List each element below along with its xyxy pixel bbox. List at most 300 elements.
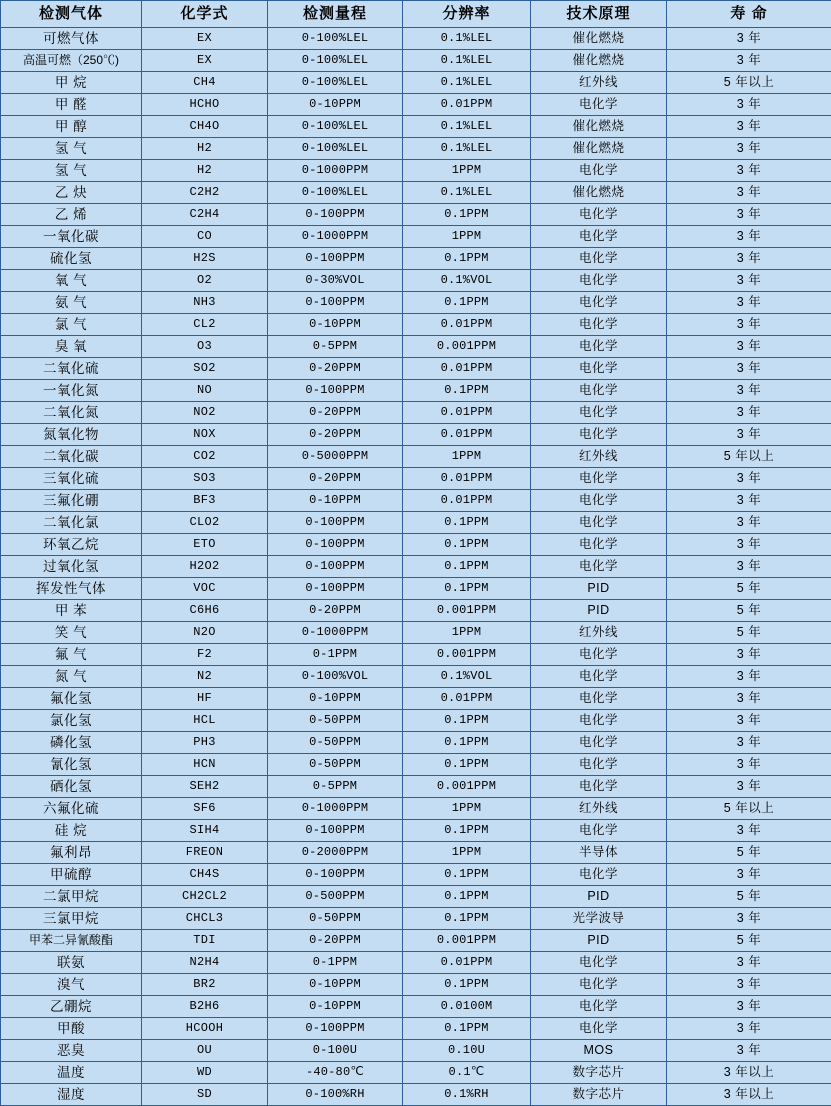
cell-gas-name: 环氧乙烷 [1, 534, 142, 556]
cell-gas-name: 磷化氢 [1, 732, 142, 754]
table-row [1, 1062, 831, 1084]
cell-technology: 电化学 [531, 292, 667, 314]
cell-resolution: 0.1PPM [403, 908, 531, 930]
cell-formula: VOC [142, 578, 268, 600]
cell-gas-name: 三氧化硫 [1, 468, 142, 490]
cell-formula: FREON [142, 842, 268, 864]
cell-formula: EX [142, 50, 268, 72]
cell-lifetime: 3 年 [667, 996, 831, 1018]
cell-technology: 电化学 [531, 512, 667, 534]
cell-lifetime: 3 年以上 [667, 1084, 831, 1106]
cell-formula: BR2 [142, 974, 268, 996]
cell-formula: C6H6 [142, 600, 268, 622]
cell-range: 0-100%LEL [268, 116, 403, 138]
cell-resolution: 0.001PPM [403, 776, 531, 798]
cell-gas-name: 笑 气 [1, 622, 142, 644]
table-row [1, 336, 831, 358]
table-row [1, 512, 831, 534]
cell-technology: 催化燃烧 [531, 50, 667, 72]
cell-lifetime: 5 年 [667, 622, 831, 644]
cell-lifetime: 3 年 [667, 358, 831, 380]
cell-lifetime: 3 年 [667, 248, 831, 270]
table-row [1, 160, 831, 182]
table-row [1, 952, 831, 974]
cell-gas-name: 氯化氢 [1, 710, 142, 732]
cell-gas-name: 氰化氢 [1, 754, 142, 776]
cell-formula: H2O2 [142, 556, 268, 578]
cell-technology: 电化学 [531, 556, 667, 578]
cell-lifetime: 5 年以上 [667, 72, 831, 94]
cell-range: 0-1000PPM [268, 160, 403, 182]
cell-resolution: 0.1PPM [403, 556, 531, 578]
cell-technology: 电化学 [531, 160, 667, 182]
cell-resolution: 0.01PPM [403, 490, 531, 512]
cell-lifetime: 3 年 [667, 644, 831, 666]
cell-resolution: 0.1PPM [403, 292, 531, 314]
cell-gas-name: 硒化氢 [1, 776, 142, 798]
cell-formula: NO [142, 380, 268, 402]
cell-range: 0-100PPM [268, 578, 403, 600]
cell-gas-name: 甲 醛 [1, 94, 142, 116]
cell-gas-name: 过氧化氢 [1, 556, 142, 578]
table-row [1, 446, 831, 468]
cell-range: 0-20PPM [268, 402, 403, 424]
cell-lifetime: 3 年 [667, 116, 831, 138]
cell-range: 0-100U [268, 1040, 403, 1062]
cell-lifetime: 3 年 [667, 688, 831, 710]
cell-formula: HCOOH [142, 1018, 268, 1040]
cell-gas-name: 硅 烷 [1, 820, 142, 842]
cell-formula: BF3 [142, 490, 268, 512]
cell-formula: CH4O [142, 116, 268, 138]
cell-gas-name: 溴气 [1, 974, 142, 996]
cell-range: 0-20PPM [268, 930, 403, 952]
cell-technology: PID [531, 886, 667, 908]
cell-resolution: 0.1%VOL [403, 666, 531, 688]
cell-resolution: 0.001PPM [403, 644, 531, 666]
cell-range: 0-20PPM [268, 358, 403, 380]
cell-range: 0-100%LEL [268, 72, 403, 94]
cell-formula: SO2 [142, 358, 268, 380]
cell-formula: N2 [142, 666, 268, 688]
cell-lifetime: 3 年 [667, 512, 831, 534]
cell-range: 0-1000PPM [268, 622, 403, 644]
cell-lifetime: 3 年 [667, 1040, 831, 1062]
cell-resolution: 0.1PPM [403, 512, 531, 534]
cell-gas-name: 三氟化硼 [1, 490, 142, 512]
cell-range: 0-1PPM [268, 644, 403, 666]
cell-formula: HF [142, 688, 268, 710]
table-row [1, 116, 831, 138]
cell-gas-name: 二氧化氯 [1, 512, 142, 534]
cell-resolution: 0.1PPM [403, 754, 531, 776]
cell-range: 0-100%VOL [268, 666, 403, 688]
cell-formula: H2 [142, 160, 268, 182]
table-row [1, 358, 831, 380]
cell-resolution: 0.1PPM [403, 578, 531, 600]
cell-lifetime: 3 年 [667, 336, 831, 358]
cell-gas-name: 氨 气 [1, 292, 142, 314]
cell-gas-name: 氧 气 [1, 270, 142, 292]
cell-range: 0-10PPM [268, 996, 403, 1018]
cell-formula: N2H4 [142, 952, 268, 974]
cell-resolution: 0.10U [403, 1040, 531, 1062]
cell-resolution: 0.1℃ [403, 1062, 531, 1084]
cell-formula: C2H2 [142, 182, 268, 204]
table-row [1, 248, 831, 270]
cell-technology: 电化学 [531, 402, 667, 424]
cell-technology: 电化学 [531, 666, 667, 688]
cell-resolution: 0.1%RH [403, 1084, 531, 1106]
cell-technology: 电化学 [531, 490, 667, 512]
cell-range: 0-10PPM [268, 94, 403, 116]
table-row [1, 864, 831, 886]
cell-technology: 红外线 [531, 622, 667, 644]
cell-formula: H2 [142, 138, 268, 160]
cell-gas-name: 联氨 [1, 952, 142, 974]
table-header-row [1, 1, 831, 28]
cell-resolution: 0.1PPM [403, 380, 531, 402]
cell-formula: F2 [142, 644, 268, 666]
cell-range: 0-100PPM [268, 380, 403, 402]
cell-formula: PH3 [142, 732, 268, 754]
cell-formula: SIH4 [142, 820, 268, 842]
cell-gas-name: 氯 气 [1, 314, 142, 336]
cell-range: 0-10PPM [268, 688, 403, 710]
cell-technology: 电化学 [531, 534, 667, 556]
cell-resolution: 0.1PPM [403, 534, 531, 556]
cell-lifetime: 3 年 [667, 776, 831, 798]
table-row [1, 50, 831, 72]
cell-resolution: 1PPM [403, 160, 531, 182]
table-row [1, 1084, 831, 1106]
cell-lifetime: 3 年以上 [667, 1062, 831, 1084]
cell-resolution: 1PPM [403, 798, 531, 820]
cell-gas-name: 二氧化硫 [1, 358, 142, 380]
cell-resolution: 0.1%LEL [403, 182, 531, 204]
cell-resolution: 1PPM [403, 226, 531, 248]
column-header-resolution: 分辨率 [403, 1, 531, 28]
cell-resolution: 0.1%LEL [403, 116, 531, 138]
cell-range: 0-100PPM [268, 512, 403, 534]
cell-gas-name: 氟化氢 [1, 688, 142, 710]
cell-range: 0-100PPM [268, 556, 403, 578]
cell-lifetime: 3 年 [667, 28, 831, 50]
cell-range: 0-1PPM [268, 952, 403, 974]
cell-lifetime: 3 年 [667, 468, 831, 490]
table-row [1, 402, 831, 424]
cell-lifetime: 3 年 [667, 534, 831, 556]
cell-range: 0-500PPM [268, 886, 403, 908]
cell-technology: 催化燃烧 [531, 116, 667, 138]
cell-lifetime: 3 年 [667, 908, 831, 930]
cell-formula: CH2CL2 [142, 886, 268, 908]
cell-formula: CH4 [142, 72, 268, 94]
table-row [1, 1040, 831, 1062]
cell-gas-name: 一氧化氮 [1, 380, 142, 402]
cell-lifetime: 3 年 [667, 864, 831, 886]
cell-range: 0-100PPM [268, 534, 403, 556]
cell-gas-name: 甲 醇 [1, 116, 142, 138]
cell-formula: ETO [142, 534, 268, 556]
cell-lifetime: 3 年 [667, 820, 831, 842]
cell-technology: PID [531, 578, 667, 600]
cell-technology: PID [531, 930, 667, 952]
cell-gas-name: 硫化氢 [1, 248, 142, 270]
cell-technology: 电化学 [531, 996, 667, 1018]
table-row [1, 490, 831, 512]
cell-formula: NO2 [142, 402, 268, 424]
cell-gas-name: 湿度 [1, 1084, 142, 1106]
cell-lifetime: 3 年 [667, 974, 831, 996]
cell-resolution: 0.1%LEL [403, 72, 531, 94]
cell-resolution: 0.1PPM [403, 1018, 531, 1040]
cell-lifetime: 3 年 [667, 226, 831, 248]
cell-range: 0-100%LEL [268, 50, 403, 72]
cell-resolution: 0.1PPM [403, 248, 531, 270]
cell-lifetime: 3 年 [667, 138, 831, 160]
cell-formula: HCN [142, 754, 268, 776]
cell-gas-name: 挥发性气体 [1, 578, 142, 600]
table-row [1, 28, 831, 50]
cell-technology: 电化学 [531, 380, 667, 402]
cell-gas-name: 一氧化碳 [1, 226, 142, 248]
cell-resolution: 0.1%VOL [403, 270, 531, 292]
cell-lifetime: 3 年 [667, 402, 831, 424]
cell-technology: 红外线 [531, 446, 667, 468]
cell-resolution: 0.01PPM [403, 94, 531, 116]
table-row [1, 292, 831, 314]
cell-gas-name: 可燃气体 [1, 28, 142, 50]
column-header-formula: 化学式 [142, 1, 268, 28]
table-row [1, 644, 831, 666]
table-row [1, 204, 831, 226]
column-header-range: 检测量程 [268, 1, 403, 28]
cell-range: 0-50PPM [268, 732, 403, 754]
cell-gas-name: 六氟化硫 [1, 798, 142, 820]
cell-technology: 电化学 [531, 94, 667, 116]
cell-formula: EX [142, 28, 268, 50]
cell-technology: 电化学 [531, 248, 667, 270]
cell-formula: HCL [142, 710, 268, 732]
cell-range: 0-100%LEL [268, 138, 403, 160]
cell-technology: PID [531, 600, 667, 622]
cell-lifetime: 3 年 [667, 732, 831, 754]
cell-gas-name: 乙硼烷 [1, 996, 142, 1018]
cell-resolution: 0.1%LEL [403, 138, 531, 160]
cell-technology: 红外线 [531, 798, 667, 820]
cell-lifetime: 5 年 [667, 886, 831, 908]
cell-lifetime: 3 年 [667, 380, 831, 402]
cell-formula: N2O [142, 622, 268, 644]
cell-range: 0-5000PPM [268, 446, 403, 468]
cell-technology: 电化学 [531, 204, 667, 226]
table-row [1, 1018, 831, 1040]
cell-lifetime: 3 年 [667, 50, 831, 72]
cell-resolution: 0.1PPM [403, 732, 531, 754]
cell-lifetime: 5 年以上 [667, 798, 831, 820]
cell-range: 0-5PPM [268, 776, 403, 798]
cell-formula: HCHO [142, 94, 268, 116]
cell-range: 0-100PPM [268, 204, 403, 226]
cell-resolution: 0.1PPM [403, 886, 531, 908]
cell-technology: 电化学 [531, 710, 667, 732]
cell-gas-name: 甲苯二异氰酸酯 [1, 930, 142, 952]
cell-resolution: 0.01PPM [403, 314, 531, 336]
cell-gas-name: 氮 气 [1, 666, 142, 688]
table-row [1, 556, 831, 578]
cell-lifetime: 3 年 [667, 1018, 831, 1040]
cell-technology: 电化学 [531, 226, 667, 248]
table-row [1, 908, 831, 930]
cell-resolution: 0.1%LEL [403, 28, 531, 50]
table-row [1, 182, 831, 204]
cell-technology: 数字芯片 [531, 1062, 667, 1084]
cell-range: 0-100%LEL [268, 28, 403, 50]
cell-range: 0-20PPM [268, 600, 403, 622]
table-row [1, 820, 831, 842]
cell-formula: CL2 [142, 314, 268, 336]
cell-technology: 电化学 [531, 732, 667, 754]
cell-formula: SF6 [142, 798, 268, 820]
cell-resolution: 0.01PPM [403, 468, 531, 490]
cell-lifetime: 3 年 [667, 710, 831, 732]
cell-formula: O2 [142, 270, 268, 292]
cell-range: 0-30%VOL [268, 270, 403, 292]
cell-technology: 电化学 [531, 644, 667, 666]
table-row [1, 94, 831, 116]
table-row [1, 534, 831, 556]
cell-resolution: 1PPM [403, 446, 531, 468]
cell-technology: 电化学 [531, 820, 667, 842]
table-row [1, 270, 831, 292]
cell-gas-name: 高温可燃（250℃) [1, 50, 142, 72]
cell-technology: 电化学 [531, 688, 667, 710]
cell-resolution: 0.1PPM [403, 820, 531, 842]
cell-range: 0-10PPM [268, 974, 403, 996]
table-row [1, 798, 831, 820]
cell-gas-name: 温度 [1, 1062, 142, 1084]
cell-resolution: 0.001PPM [403, 336, 531, 358]
cell-gas-name: 三氯甲烷 [1, 908, 142, 930]
cell-resolution: 0.01PPM [403, 424, 531, 446]
cell-lifetime: 3 年 [667, 94, 831, 116]
cell-resolution: 0.01PPM [403, 688, 531, 710]
cell-lifetime: 3 年 [667, 666, 831, 688]
cell-formula: SEH2 [142, 776, 268, 798]
cell-range: 0-100%RH [268, 1084, 403, 1106]
cell-technology: 电化学 [531, 314, 667, 336]
table-row [1, 468, 831, 490]
cell-gas-name: 乙 炔 [1, 182, 142, 204]
cell-lifetime: 3 年 [667, 314, 831, 336]
cell-technology: 光学波导 [531, 908, 667, 930]
column-header-technology: 技术原理 [531, 1, 667, 28]
cell-gas-name: 氟 气 [1, 644, 142, 666]
cell-range: 0-100PPM [268, 292, 403, 314]
cell-resolution: 0.0100M [403, 996, 531, 1018]
cell-range: 0-100%LEL [268, 182, 403, 204]
table-row [1, 578, 831, 600]
cell-formula: NH3 [142, 292, 268, 314]
cell-gas-name: 臭 氧 [1, 336, 142, 358]
cell-technology: 电化学 [531, 1018, 667, 1040]
cell-formula: OU [142, 1040, 268, 1062]
cell-formula: NOX [142, 424, 268, 446]
cell-gas-name: 甲硫醇 [1, 864, 142, 886]
cell-technology: 数字芯片 [531, 1084, 667, 1106]
cell-lifetime: 3 年 [667, 270, 831, 292]
table-row [1, 666, 831, 688]
cell-formula: C2H4 [142, 204, 268, 226]
cell-technology: 电化学 [531, 974, 667, 996]
cell-gas-name: 氟利昂 [1, 842, 142, 864]
cell-formula: CH4S [142, 864, 268, 886]
table-header [1, 1, 831, 28]
cell-range: -40-80℃ [268, 1062, 403, 1084]
cell-formula: CO2 [142, 446, 268, 468]
table-row [1, 622, 831, 644]
cell-lifetime: 5 年以上 [667, 446, 831, 468]
table-row [1, 974, 831, 996]
table-body [1, 28, 831, 1106]
cell-resolution: 0.1%LEL [403, 50, 531, 72]
cell-technology: 电化学 [531, 424, 667, 446]
cell-formula: O3 [142, 336, 268, 358]
table-row [1, 380, 831, 402]
cell-lifetime: 3 年 [667, 204, 831, 226]
table-row [1, 710, 831, 732]
cell-resolution: 0.1PPM [403, 974, 531, 996]
cell-technology: 电化学 [531, 864, 667, 886]
table-row [1, 996, 831, 1018]
table-row [1, 930, 831, 952]
cell-gas-name: 氢 气 [1, 138, 142, 160]
cell-formula: CLO2 [142, 512, 268, 534]
cell-range: 0-10PPM [268, 490, 403, 512]
cell-formula: H2S [142, 248, 268, 270]
cell-range: 0-50PPM [268, 710, 403, 732]
cell-range: 0-1000PPM [268, 226, 403, 248]
cell-resolution: 0.001PPM [403, 600, 531, 622]
cell-range: 0-100PPM [268, 820, 403, 842]
cell-lifetime: 3 年 [667, 160, 831, 182]
cell-technology: 电化学 [531, 358, 667, 380]
table-row [1, 688, 831, 710]
column-header-gas: 检测气体 [1, 1, 142, 28]
cell-lifetime: 3 年 [667, 292, 831, 314]
cell-formula: CHCL3 [142, 908, 268, 930]
table-row [1, 424, 831, 446]
cell-technology: 电化学 [531, 270, 667, 292]
cell-technology: 电化学 [531, 468, 667, 490]
cell-resolution: 0.01PPM [403, 358, 531, 380]
cell-technology: 电化学 [531, 336, 667, 358]
cell-lifetime: 3 年 [667, 424, 831, 446]
table-row [1, 886, 831, 908]
cell-resolution: 0.1PPM [403, 864, 531, 886]
cell-lifetime: 3 年 [667, 490, 831, 512]
cell-resolution: 0.01PPM [403, 952, 531, 974]
cell-gas-name: 甲酸 [1, 1018, 142, 1040]
table-row [1, 600, 831, 622]
table-row [1, 226, 831, 248]
table-row [1, 842, 831, 864]
cell-technology: 红外线 [531, 72, 667, 94]
cell-technology: 电化学 [531, 952, 667, 974]
cell-range: 0-2000PPM [268, 842, 403, 864]
cell-gas-name: 乙 烯 [1, 204, 142, 226]
